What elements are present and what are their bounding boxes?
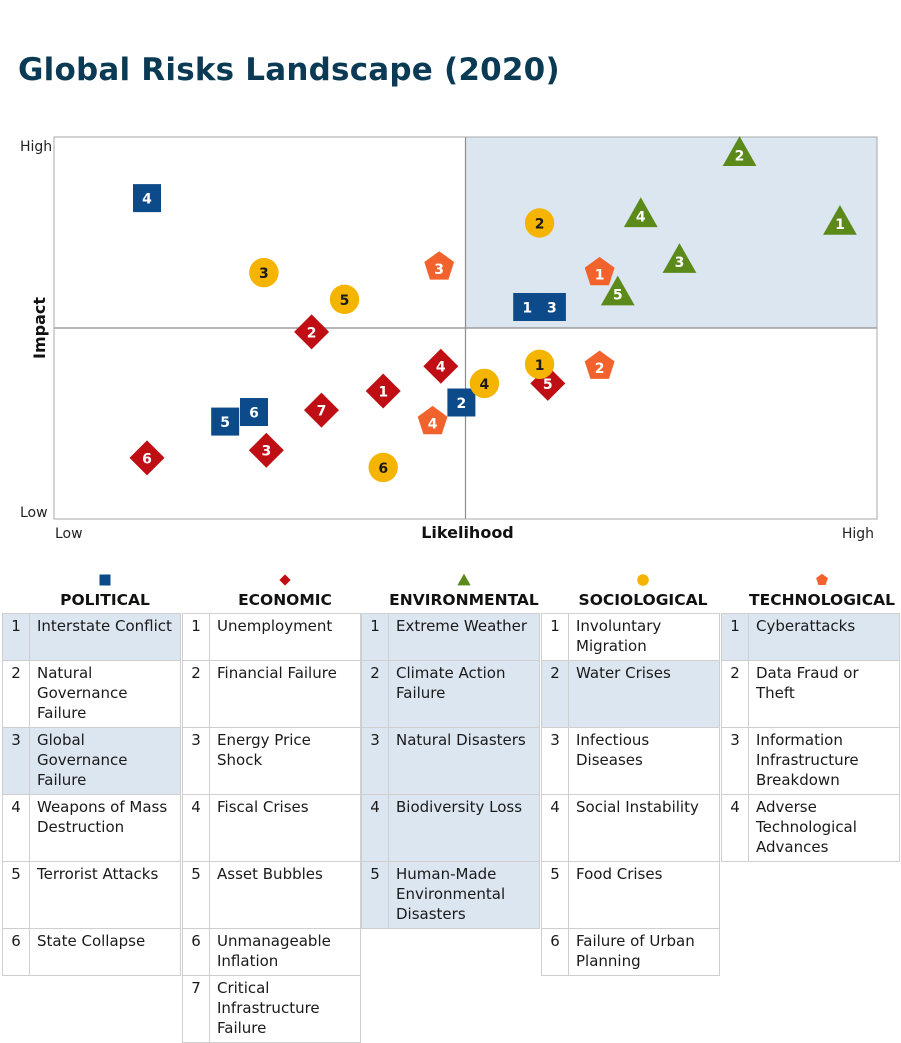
legend-row-label: Global Governance Failure: [29, 728, 180, 794]
legend-column-political: [2, 614, 181, 976]
political-square-icon: [97, 572, 113, 588]
legend-row: [721, 613, 900, 661]
legend-header-sociological: [553, 572, 733, 609]
legend-row-number: 1: [730, 617, 740, 635]
legend-row-number: 3: [370, 731, 380, 749]
legend-row-number: 5: [191, 865, 201, 883]
legend-row-label: Weapons of Mass Destruction: [29, 795, 180, 861]
legend-row-number: 5: [370, 865, 380, 883]
economic-point-label: 5: [542, 376, 553, 393]
legend-row: [2, 613, 181, 661]
legend-row-number: 3: [550, 731, 560, 749]
legend-row-label: Infectious Diseases: [568, 728, 719, 794]
sociological-circle-icon: [635, 572, 651, 588]
legend-row-number: 1: [370, 617, 380, 635]
x-axis-label: Likelihood: [421, 523, 514, 542]
legend-row-label: Cyberattacks: [748, 614, 899, 660]
legend-row: [2, 660, 181, 728]
legend-row-label: Interstate Conflict: [29, 614, 180, 660]
economic-diamond-icon: [277, 572, 293, 588]
legend-row: [182, 975, 361, 1043]
legend-row: [2, 928, 181, 976]
x-tick-high: High: [841, 526, 874, 542]
sociological-point-2: [525, 208, 554, 237]
legend-row: [361, 660, 540, 728]
legend-row-label: Social Instability: [568, 795, 719, 861]
political-point-2: [447, 388, 475, 416]
legend-row-number: 3: [191, 731, 201, 749]
sociological-point-label: 4: [479, 376, 490, 393]
political-point-5: [211, 408, 239, 436]
sociological-point-label: 5: [339, 292, 350, 309]
legend-row: [182, 794, 361, 862]
economic-point-label: 3: [261, 443, 272, 460]
economic-point-label: 7: [316, 403, 327, 420]
legend-category-name: SOCIOLOGICAL: [578, 591, 708, 609]
political-point-label: 1: [522, 300, 533, 317]
economic-point-4: [423, 349, 458, 384]
legend-row-label: Unemployment: [209, 614, 360, 660]
legend-row-number: 1: [191, 617, 201, 635]
legend-row-label: Information Infrastructure Breakdown: [748, 728, 899, 794]
legend-row: [541, 613, 720, 661]
technological-point-label: 4: [427, 416, 438, 433]
sociological-point-label: 3: [258, 266, 269, 283]
legend-row-label: Failure of Urban Planning: [568, 929, 719, 975]
legend-row-label: Involuntary Migration: [568, 614, 719, 660]
legend-row-number: 4: [191, 798, 201, 816]
sociological-point-label: 6: [378, 460, 389, 477]
legend-row-number: 5: [11, 865, 21, 883]
y-axis-label: Impact: [30, 296, 49, 360]
legend-row-label: State Collapse: [29, 929, 180, 975]
legend-row-label: Extreme Weather: [388, 614, 539, 660]
legend-row: [721, 727, 900, 795]
legend-row: [721, 794, 900, 862]
legend-row-label: Fiscal Crises: [209, 795, 360, 861]
environmental-point-label: 5: [612, 287, 623, 304]
economic-point-label: 1: [378, 384, 389, 401]
legend-row-number: 4: [370, 798, 380, 816]
legend-row-label: Natural Disasters: [388, 728, 539, 794]
legend-row-number: 3: [730, 731, 740, 749]
legend-row-number: 4: [550, 798, 560, 816]
environmental-point-label: 4: [635, 209, 646, 226]
legend-row-number: 2: [11, 664, 21, 682]
legend-row: [182, 861, 361, 929]
legend-row-number: 1: [550, 617, 560, 635]
legend-row: [361, 794, 540, 862]
legend-row-number: 4: [11, 798, 21, 816]
legend-row-number: 6: [191, 932, 201, 950]
legend-row: [182, 928, 361, 976]
legend-column-economic: [182, 614, 361, 1043]
legend-row: [541, 727, 720, 795]
economic-point-1: [366, 374, 401, 409]
political-point-3: [538, 293, 566, 321]
legend-row: [541, 861, 720, 929]
legend-category-name: POLITICAL: [60, 591, 150, 609]
legend-row-number: 2: [191, 664, 201, 682]
legend-header-environmental: [374, 572, 554, 609]
technological-point-2: [585, 351, 615, 379]
technological-point-4: [418, 406, 448, 434]
sociological-point-3: [249, 258, 278, 287]
legend-row-label: Terrorist Attacks: [29, 862, 180, 928]
legend-row-number: 3: [11, 731, 21, 749]
chart-title: Global Risks Landscape (2020): [18, 52, 560, 88]
political-point-label: 3: [547, 300, 557, 317]
legend-row-label: Human-Made Environmental Disasters: [388, 862, 539, 928]
legend-row: [541, 660, 720, 728]
environmental-point-label: 3: [674, 255, 685, 272]
sociological-point-label: 2: [534, 216, 545, 233]
political-point-label: 5: [220, 415, 231, 432]
legend-row-number: 6: [550, 932, 560, 950]
legend-row-number: 6: [11, 932, 21, 950]
legend-row-number: 2: [550, 664, 560, 682]
political-point-6: [240, 398, 268, 426]
y-tick-low: Low: [20, 505, 48, 521]
economic-point-label: 4: [435, 359, 446, 376]
political-point-label: 2: [456, 395, 467, 412]
technological-pentagon-icon: [814, 572, 830, 588]
legend-header-political: [15, 572, 195, 609]
legend-row-label: Biodiversity Loss: [388, 795, 539, 861]
legend-row-label: Water Crises: [568, 661, 719, 727]
legend-column-technological: [721, 614, 900, 862]
legend-row-label: Energy Price Shock: [209, 728, 360, 794]
environmental-point-label: 2: [734, 148, 745, 165]
legend-row: [721, 660, 900, 728]
legend-column-sociological: [541, 614, 720, 976]
economic-point-label: 6: [142, 451, 152, 468]
legend-row-label: Adverse Technological Advances: [748, 795, 899, 861]
legend-category-name: ECONOMIC: [238, 591, 332, 609]
legend-row-label: Natural Governance Failure: [29, 661, 180, 727]
legend-row-label: Climate Action Failure: [388, 661, 539, 727]
legend-row: [541, 928, 720, 976]
legend-row: [541, 794, 720, 862]
economic-point-2: [294, 314, 329, 349]
environmental-point-label: 1: [835, 217, 845, 234]
sociological-point-5: [330, 285, 359, 314]
political-point-label: 4: [142, 191, 152, 208]
risk-scatter-chart: [0, 120, 901, 560]
sociological-point-4: [470, 369, 499, 398]
sociological-point-label: 1: [534, 357, 545, 374]
economic-point-label: 2: [306, 325, 317, 342]
political-point-4: [133, 184, 161, 212]
technological-point-label: 1: [594, 267, 605, 284]
legend-row-label: Asset Bubbles: [209, 862, 360, 928]
legend-row-label: Food Crises: [568, 862, 719, 928]
legend-row-number: 4: [730, 798, 740, 816]
sociological-point-6: [369, 453, 398, 482]
legend-row: [182, 660, 361, 728]
legend-row: [361, 861, 540, 929]
economic-point-3: [249, 433, 284, 468]
legend-row: [2, 727, 181, 795]
legend-row-number: 5: [550, 865, 560, 883]
legend-row-label: Unmanageable Inflation: [209, 929, 360, 975]
sociological-point-1: [525, 350, 554, 379]
technological-point-label: 3: [434, 261, 445, 278]
legend-row-number: 2: [730, 664, 740, 682]
y-tick-high: High: [20, 139, 53, 155]
technological-point-label: 2: [594, 361, 605, 378]
legend-row: [182, 727, 361, 795]
legend-row: [2, 861, 181, 929]
legend-row: [182, 613, 361, 661]
legend-row-label: Data Fraud or Theft: [748, 661, 899, 727]
environmental-triangle-icon: [456, 572, 472, 588]
technological-point-3: [424, 251, 454, 279]
legend-row-label: Financial Failure: [209, 661, 360, 727]
legend-row: [361, 727, 540, 795]
legend-row-number: 7: [191, 979, 201, 997]
economic-point-7: [304, 393, 339, 428]
legend-row: [2, 794, 181, 862]
legend-row-number: 2: [370, 664, 380, 682]
x-tick-low: Low: [55, 526, 83, 542]
legend-category-name: ENVIRONMENTAL: [389, 591, 539, 609]
legend-header-technological: [732, 572, 901, 609]
political-point-label: 6: [249, 405, 259, 422]
legend-row-label: Critical Infrastructure Failure: [209, 976, 360, 1042]
legend-row: [361, 613, 540, 661]
legend-header-economic: [195, 572, 375, 609]
political-point-1: [513, 293, 541, 321]
economic-point-6: [129, 440, 164, 475]
legend-row-number: 1: [11, 617, 21, 635]
legend-column-environmental: [361, 614, 540, 929]
legend-category-name: TECHNOLOGICAL: [749, 591, 895, 609]
